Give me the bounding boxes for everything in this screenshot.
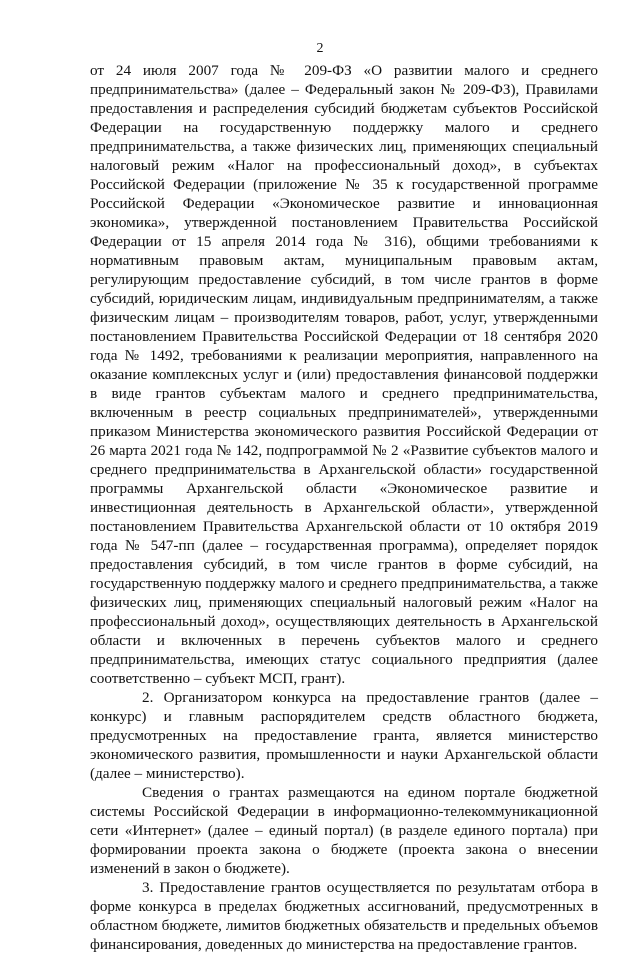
paragraph-item-2: 2. Организатором конкурса на предоставление грантов (далее – конкурс) и главным распорядителем средств областного бюджета, предусмотренных на предоставление гранта, является министерство экономического развития, промышленности и науки Архангельской области (далее – министерство). — [90, 689, 598, 782]
page-number: 2 — [316, 41, 324, 56]
paragraph-grant-info: Сведения о грантах размещаются на едином портале бюджетной системы Российской Федерации в информационно-телекоммуникационной сети «Интернет» (далее – единый портал) (в разделе единого портала) при формировании проекта закона о бюджете (проекта закона о внесении изменений в закон о бюджете). — [90, 784, 598, 877]
paragraph-continuation: от 24 июля 2007 года № 209-ФЗ «О развитии малого и среднего предпринимательства» (далее – Федеральный закон № 209-ФЗ), Правилами предоставления и распределения субсидий бюджетам субъектов Российской Федерации на государственную поддержку малого и среднего предпринимательства, а также физических лиц, применяющих специальный налоговый режим «Налог на профессиональный доход», в субъектах Российской Федерации (приложение № 35 к государственной программе Российской Федерации «Экономическое развитие и инновационная экономика», утвержденной постановлением Правительства Российской Федерации от 15 апреля 2014 года № 316), общими требованиями к нормативным правовым актам, муниципальным правовым актам, регулирующим предоставление субсидий, в том числе грантов в форме субсидий, юридическим лицам, индивидуальным предпринимателям, а также физическим лицам – производителям товаров, работ, услуг, утвержденными постановлением Правительства Российской Федерации от 18 сентября 2020 года № 1492, требованиями к реализации мероприятия, направленного на оказание комплексных услуг и (или) предоставления финансовой поддержки в виде грантов субъектам малого и среднего предпринимательства, включенным в реестр социальных предпринимателей», утвержденными приказом Министерства экономического развития Российской Федерации от 26 марта 2021 года № 142, подпрограммой № 2 «Развитие субъектов малого и среднего предпринимательства в Архангельской области» государственной программы Архангельской области «Экономическое развитие и инвестиционная деятельность в Архангельской области», утвержденной постановлением Правительства Архангельской области от 10 октября 2019 года № 547-пп (далее – государственная программа), определяет порядок предоставления субсидий, в том числе грантов в форме субсидий, на государственную поддержку малого и среднего предпринимательства, а также физических лиц, применяющих специальный налоговый режим «Налог на профессиональный доход», осуществляющих деятельность в Архангельской области и включенных в перечень субъектов малого и среднего предпринимательства, имеющих статус социального предприятия (далее соответственно – субъект МСП, грант). — [90, 62, 598, 687]
paragraph-item-3: 3. Предоставление грантов осуществляется по результатам отбора в форме конкурса в пределах бюджетных ассигнований, предусмотренных в областном бюджете, лимитов бюджетных обязательств и предельных объемов финансирования, доведенных до министерства на предоставление грантов. — [90, 879, 598, 953]
document-body — [90, 61, 598, 954]
